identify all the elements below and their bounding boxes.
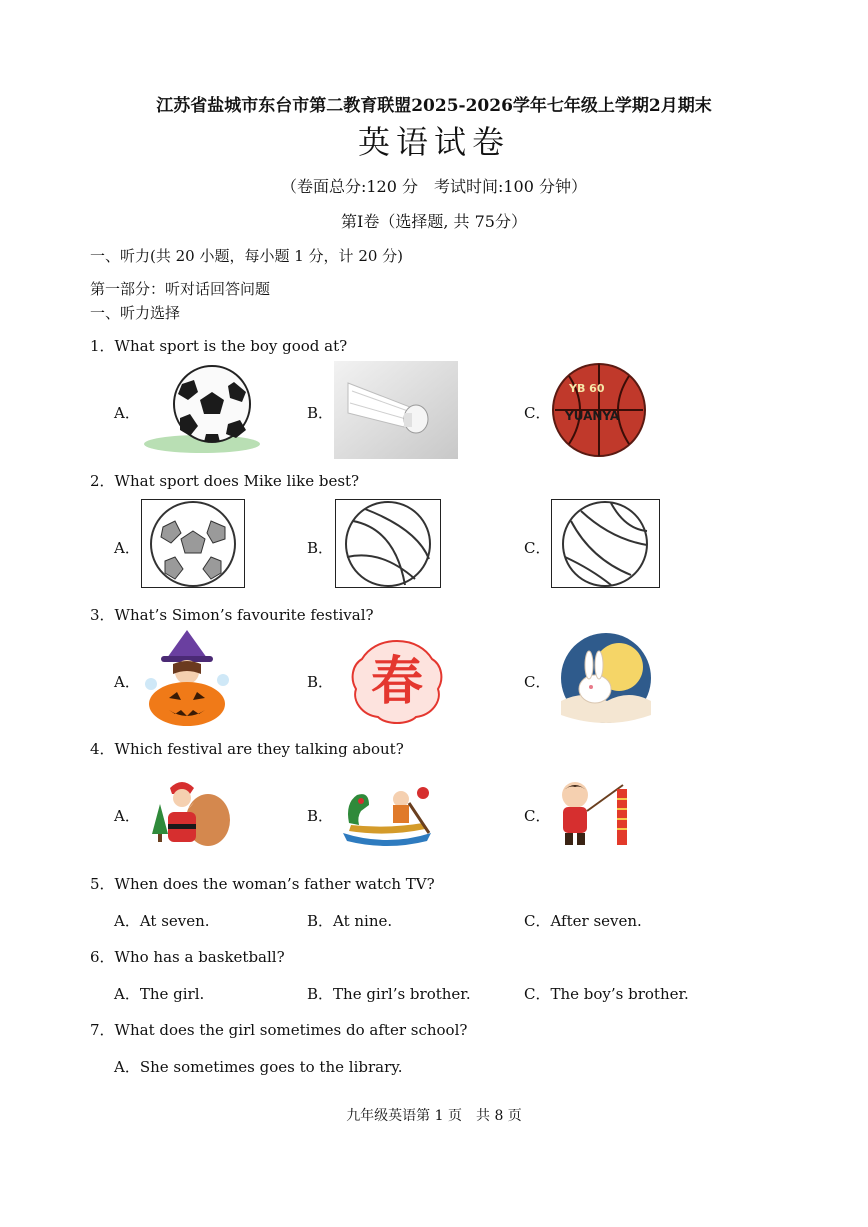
q2-option-b-label[interactable]: B． <box>307 539 334 557</box>
q1-option-b-label[interactable]: B． <box>307 404 334 422</box>
ball-print-1: YB 60 <box>569 382 605 395</box>
mid-autumn-rabbit-moon-icon <box>555 631 657 725</box>
q5-option-b[interactable]: B．At nine. <box>307 912 393 930</box>
q6-option-b[interactable]: B．The girl’s brother. <box>307 985 471 1003</box>
q2-option-c-label[interactable]: C． <box>524 539 551 557</box>
chun-character: 春 <box>370 651 424 712</box>
question-4: 4．Which festival are they talking about? <box>90 740 404 758</box>
question-3: 3．What’s Simon’s favourite festival? <box>90 606 374 624</box>
section-select: 一、听力选择 <box>90 304 181 322</box>
question-5: 5．When does the woman’s father watch TV? <box>90 875 435 893</box>
firecracker-boy-icon <box>553 779 635 849</box>
q4-option-b-label[interactable]: B． <box>307 807 334 825</box>
exam-header: 江苏省盐城市东台市第二教育联盟2025-2026学年七年级上学期2月期末 <box>156 96 712 116</box>
part-heading: 第Ⅰ卷（选择题, 共 75分） <box>341 212 527 231</box>
halloween-witch-pumpkin-icon <box>143 630 231 726</box>
spring-festival-chun-icon <box>346 635 448 725</box>
q7-option-a[interactable]: A．She sometimes goes to the library. <box>114 1058 403 1076</box>
q6-option-c[interactable]: C．The boy’s brother. <box>524 985 689 1003</box>
section-part1: 第一部分：听对话回答问题 <box>90 280 271 298</box>
basketball-icon <box>551 362 647 458</box>
q3-option-c-label[interactable]: C． <box>524 673 551 691</box>
page-footer: 九年级英语第 1 页 共 8 页 <box>346 1108 522 1124</box>
exam-title: 英语试卷 <box>357 123 510 161</box>
q1-option-a-label[interactable]: A． <box>114 404 140 422</box>
exam-subtitle: （卷面总分:120 分 考试时间:100 分钟） <box>280 177 588 196</box>
ball-print-2: YUANYA <box>565 409 620 423</box>
q6-option-a[interactable]: A．The girl. <box>114 985 205 1003</box>
basketball-outline-icon <box>335 499 441 588</box>
q5-option-c[interactable]: C．After seven. <box>524 912 642 930</box>
q4-option-c-label[interactable]: C． <box>524 807 551 825</box>
q4-option-a-label[interactable]: A． <box>114 807 140 825</box>
soccer-ball-icon <box>142 362 262 454</box>
santa-claus-icon <box>146 774 230 848</box>
section-listening: 一、听力(共 20 小题，每小题 1 分，计 20 分) <box>90 247 404 265</box>
q1-option-c-label[interactable]: C． <box>524 404 551 422</box>
dragon-boat-icon <box>339 773 435 849</box>
q5-option-a[interactable]: A．At seven. <box>114 912 210 930</box>
q3-option-a-label[interactable]: A． <box>114 673 140 691</box>
shuttlecock-icon <box>334 361 458 459</box>
question-2: 2．What sport does Mike like best? <box>90 472 360 490</box>
question-6: 6．Who has a basketball? <box>90 948 285 966</box>
question-1: 1．What sport is the boy good at? <box>90 337 348 355</box>
q2-option-a-label[interactable]: A． <box>114 539 140 557</box>
q3-option-b-label[interactable]: B． <box>307 673 334 691</box>
volleyball-outline-icon <box>551 499 660 588</box>
question-7: 7．What does the girl sometimes do after school? <box>90 1021 468 1039</box>
soccer-ball-outline-icon <box>141 499 245 588</box>
